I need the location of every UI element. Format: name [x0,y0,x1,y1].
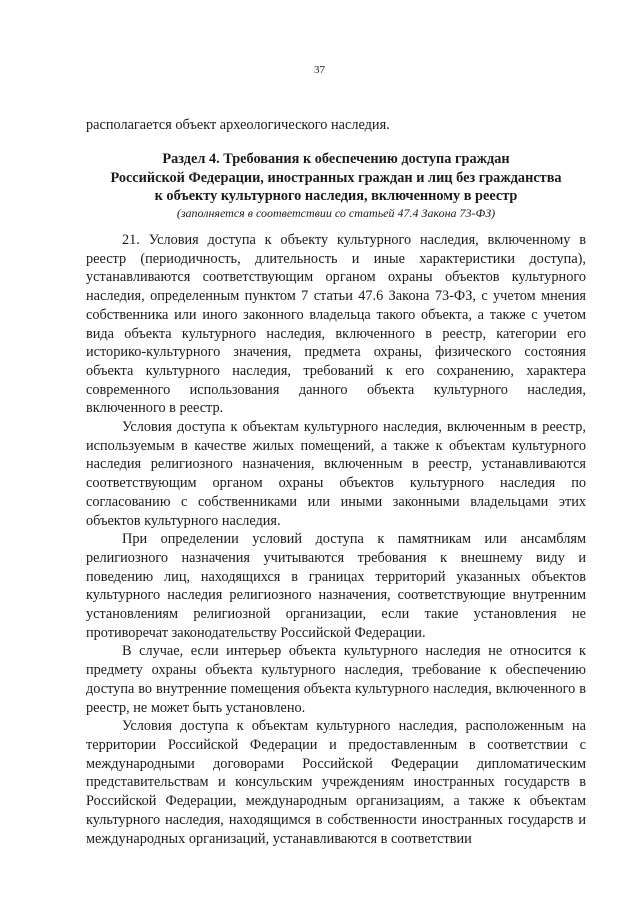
paragraph: Условия доступа к объектам культурного наследия, расположенным на территории Российской Федерации и предоставленным в соответствии с международными договорами Российской Федерации дипломатическим представительствам и консульским учреждениям иностранных государств в Российской Федерации, международным организациям, а также к объектам культурного наследия, находящимся в собственности иностранных государств и международных организаций, устанавливаются в соответствии [86,718,586,847]
section-title-line: Российской Федерации, иностранных граждан и лиц без гражданства [110,169,562,186]
body-text [86,231,586,848]
section-title-line: Раздел 4. Требования к обеспечению доступа граждан [162,151,510,167]
paragraph: В случае, если интерьер объекта культурного наследия не относится к предмету охраны объекта культурного наследия, требование к обеспечению доступа во внутренние помещения объекта культурного наследия, включенного в реестр, не может быть установлено. [86,643,586,716]
section-heading [86,150,586,206]
section-note: (заполняется в соответствии со статьей 47.4 Закона 73-ФЗ) [176,206,496,220]
page-number: 37 [314,64,325,76]
paragraph: 21. Условия доступа к объекту культурного наследия, включенному в реестр (периодичность, длительность и иные характеристики доступа), устанавливаются соответствующим органом охраны объектов культурного наследия, определенным пунктом 7 статьи 47.6 Закона 73-ФЗ, с учетом мнения собственника или иного законного владельца такого объекта, а также с учетом вида объекта культурного наследия, включенного в реестр, категории его историко-культурного значения, предмета охраны, физического состояния объекта культурного наследия, требований к его сохранению, характера современного использования данного объекта культурного наследия, включенного в реестр. [86,232,586,417]
paragraph: При определении условий доступа к памятникам или ансамблям религиозного назначения учитываются требования к внешнему виду и поведению лиц, находящихся в границах территорий указанных объектов культурного наследия религиозного назначения, соответствующие внутренним установлениям религиозной организации, если такие установления не противоречат законодательству Российской Федерации. [86,531,586,641]
paragraph: Условия доступа к объектам культурного наследия, включенным в реестр, используемым в качестве жилых помещений, а также к объектам культурного наследия религиозного назначения, включенным в реестр, устанавливаются соответствующим органом охраны объектов культурного наследия по согласованию с собственниками или иными законными владельцами этих объектов культурного наследия. [86,419,586,529]
section-title-line: к объекту культурного наследия, включенному в реестр [154,188,518,204]
intro-text: располагается объект археологического наследия. [86,117,390,133]
